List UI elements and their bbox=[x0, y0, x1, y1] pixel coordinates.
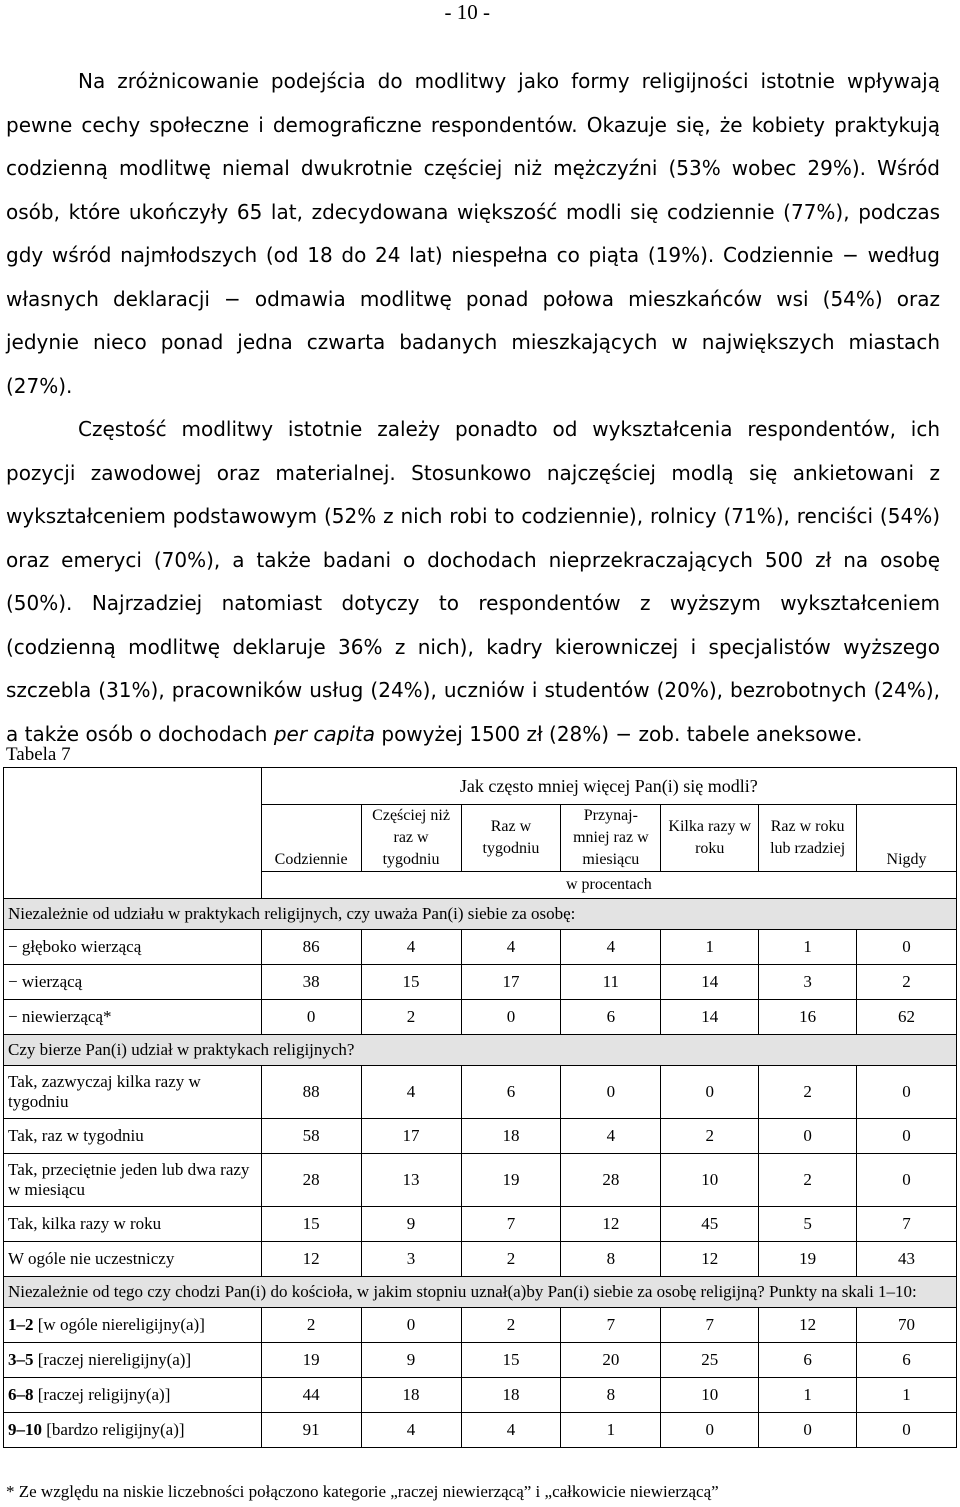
value-cell: 5 bbox=[759, 1207, 857, 1242]
section-heading-row bbox=[4, 1277, 957, 1308]
value-cell: 7 bbox=[661, 1308, 759, 1343]
value-cell: 4 bbox=[361, 1066, 461, 1119]
row-label: − niewierzącą* bbox=[4, 1000, 262, 1035]
value-cell: 7 bbox=[561, 1308, 661, 1343]
page-number bbox=[0, 0, 960, 24]
corner-cell bbox=[4, 768, 262, 899]
value-cell: 4 bbox=[361, 930, 461, 965]
section-heading: Niezależnie od tego czy chodzi Pan(i) do kościoła, w jakim stopniu uznał(a)by Pan(i) siebie za osobę religijną? Punkty na skali 1–10: bbox=[4, 1277, 957, 1308]
value-cell: 8 bbox=[561, 1378, 661, 1413]
paragraph-2-text: Częstość modlitwy istotnie zależy ponadto od wykształcenia respondentów, ich pozycji zawodowej oraz materialnej. Stosunkowo najczęściej modlą się ankietowani z wykształceniem podstawowym (52% z nich robi to codziennie), rolnicy (71%), renciści (54%) oraz emeryci (70%), a także badani o dochodach nieprzekraczających 500 zł na osobę (50%). Najrzadziej natomiast dotyczy to respondentów z wyższym wykształceniem (codzienną modlitwę deklaruje 36% z nich), kadry kierowniczej i specjalistów wyższego szczebla (31%), pracowników usług (24%), uczniów i studentów (20%), bezrobotnych (24%), a także osób o dochodach bbox=[6, 417, 940, 746]
paragraph-2-tail: powyżej 1500 zł (28%) − zob. tabele aneksowe. bbox=[381, 721, 863, 746]
col-head-5: Kilka razy w roku bbox=[661, 805, 759, 872]
paragraph-1: Na zróżnicowanie podejścia do modlitwy jako formy religijności istotnie wpływają pewne cechy społeczne i demograficzne respondentów. Okazuje się, że kobiety praktykują codzienną modlitwę niemal dwukrotnie częściej niż mężczyźni (53% wobec 29%). Wśród osób, które ukończyły 65 lat, zdecydowana większość modli się codziennie (77%), podczas gdy wśród najmłodszych (od 18 do 24 lat) niespełna co piąta (19%). Codziennie − według własnych deklaracji − odmawia modlitwę ponad połowa mieszkańców wsi (54%) oraz jedynie nieco ponad jedna czwarta badanych mieszkających w największych miastach (27%). bbox=[6, 69, 940, 398]
value-cell: 88 bbox=[261, 1066, 361, 1119]
row-label-scale: 9–10 bbox=[8, 1420, 42, 1439]
table-body bbox=[4, 768, 957, 1448]
value-cell: 18 bbox=[461, 1378, 561, 1413]
value-cell: 0 bbox=[661, 1413, 759, 1448]
value-cell: 1 bbox=[561, 1413, 661, 1448]
value-cell: 0 bbox=[857, 1119, 957, 1154]
section-heading-row bbox=[4, 899, 957, 930]
section-heading: Niezależnie od udziału w praktykach religijnych, czy uważa Pan(i) siebie za osobę: bbox=[4, 899, 957, 930]
row-label-text: [raczej religijny(a)] bbox=[33, 1385, 171, 1404]
body-text bbox=[6, 60, 940, 756]
value-cell: 2 bbox=[857, 965, 957, 1000]
value-cell: 6 bbox=[857, 1343, 957, 1378]
row-label-scale: 6–8 bbox=[8, 1385, 34, 1404]
row-label bbox=[4, 1413, 262, 1448]
header-row-question bbox=[4, 768, 957, 805]
value-cell: 17 bbox=[361, 1119, 461, 1154]
value-cell: 86 bbox=[261, 930, 361, 965]
col-head-6: Raz w roku lub rzadziej bbox=[759, 805, 857, 872]
question-header: Jak często mniej więcej Pan(i) się modli? bbox=[261, 768, 956, 805]
row-label: Tak, kilka razy w roku bbox=[4, 1207, 262, 1242]
row-label: W ogóle nie uczestniczy bbox=[4, 1242, 262, 1277]
value-cell: 10 bbox=[661, 1378, 759, 1413]
value-cell: 62 bbox=[857, 1000, 957, 1035]
value-cell: 14 bbox=[661, 1000, 759, 1035]
value-cell: 2 bbox=[759, 1154, 857, 1207]
value-cell: 4 bbox=[361, 1413, 461, 1448]
col-head-3: Raz w tygodniu bbox=[461, 805, 561, 872]
value-cell: 15 bbox=[461, 1343, 561, 1378]
row-label-text: [bardzo religijny(a)] bbox=[42, 1420, 185, 1439]
value-cell: 18 bbox=[361, 1378, 461, 1413]
table-row bbox=[4, 930, 957, 965]
value-cell: 6 bbox=[461, 1066, 561, 1119]
paragraph-2 bbox=[6, 408, 940, 756]
value-cell: 4 bbox=[461, 930, 561, 965]
table-row bbox=[4, 1413, 957, 1448]
row-label-scale: 3–5 bbox=[8, 1350, 34, 1369]
value-cell: 0 bbox=[661, 1066, 759, 1119]
row-label bbox=[4, 1378, 262, 1413]
table-row bbox=[4, 1119, 957, 1154]
page-number-text: - 10 - bbox=[444, 0, 490, 24]
table-row bbox=[4, 1343, 957, 1378]
row-label-scale: 1–2 bbox=[8, 1315, 34, 1334]
row-label bbox=[4, 1308, 262, 1343]
paragraph-2-italic: per capita bbox=[273, 721, 376, 746]
value-cell: 1 bbox=[759, 930, 857, 965]
value-cell: 17 bbox=[461, 965, 561, 1000]
table-title: Tabela 7 bbox=[6, 744, 71, 765]
value-cell: 19 bbox=[759, 1242, 857, 1277]
value-cell: 1 bbox=[759, 1378, 857, 1413]
col-head-2: Częściej niż raz w tygodniu bbox=[361, 805, 461, 872]
value-cell: 8 bbox=[561, 1242, 661, 1277]
value-cell: 45 bbox=[661, 1207, 759, 1242]
value-cell: 2 bbox=[361, 1000, 461, 1035]
row-label: Tak, raz w tygodniu bbox=[4, 1119, 262, 1154]
table-row bbox=[4, 1242, 957, 1277]
value-cell: 58 bbox=[261, 1119, 361, 1154]
unit-header: w procentach bbox=[261, 872, 956, 899]
value-cell: 0 bbox=[461, 1000, 561, 1035]
value-cell: 15 bbox=[361, 965, 461, 1000]
table-row bbox=[4, 1378, 957, 1413]
col-head-7: Nigdy bbox=[857, 805, 957, 872]
value-cell: 44 bbox=[261, 1378, 361, 1413]
value-cell: 38 bbox=[261, 965, 361, 1000]
value-cell: 4 bbox=[461, 1413, 561, 1448]
value-cell: 70 bbox=[857, 1308, 957, 1343]
table-row bbox=[4, 965, 957, 1000]
value-cell: 12 bbox=[759, 1308, 857, 1343]
value-cell: 0 bbox=[857, 930, 957, 965]
value-cell: 0 bbox=[261, 1000, 361, 1035]
value-cell: 10 bbox=[661, 1154, 759, 1207]
value-cell: 11 bbox=[561, 965, 661, 1000]
value-cell: 7 bbox=[857, 1207, 957, 1242]
row-label: Tak, zazwyczaj kilka razy w tygodniu bbox=[4, 1066, 262, 1119]
table-row bbox=[4, 1154, 957, 1207]
value-cell: 2 bbox=[759, 1066, 857, 1119]
value-cell: 2 bbox=[261, 1308, 361, 1343]
table-row bbox=[4, 1207, 957, 1242]
col-head-1: Codziennie bbox=[261, 805, 361, 872]
section-heading-row bbox=[4, 1035, 957, 1066]
value-cell: 0 bbox=[857, 1154, 957, 1207]
value-cell: 28 bbox=[561, 1154, 661, 1207]
value-cell: 43 bbox=[857, 1242, 957, 1277]
value-cell: 3 bbox=[361, 1242, 461, 1277]
data-table bbox=[3, 767, 957, 1448]
value-cell: 2 bbox=[461, 1242, 561, 1277]
value-cell: 0 bbox=[759, 1119, 857, 1154]
value-cell: 6 bbox=[759, 1343, 857, 1378]
row-label: − wierzącą bbox=[4, 965, 262, 1000]
value-cell: 2 bbox=[661, 1119, 759, 1154]
value-cell: 12 bbox=[261, 1242, 361, 1277]
value-cell: 14 bbox=[661, 965, 759, 1000]
value-cell: 2 bbox=[461, 1308, 561, 1343]
row-label: Tak, przeciętnie jeden lub dwa razy w miesiącu bbox=[4, 1154, 262, 1207]
value-cell: 15 bbox=[261, 1207, 361, 1242]
value-cell: 0 bbox=[561, 1066, 661, 1119]
value-cell: 16 bbox=[759, 1000, 857, 1035]
value-cell: 0 bbox=[857, 1413, 957, 1448]
value-cell: 3 bbox=[759, 965, 857, 1000]
section-heading: Czy bierze Pan(i) udział w praktykach religijnych? bbox=[4, 1035, 957, 1066]
value-cell: 0 bbox=[759, 1413, 857, 1448]
value-cell: 12 bbox=[661, 1242, 759, 1277]
table-row bbox=[4, 1308, 957, 1343]
row-label: − głęboko wierzącą bbox=[4, 930, 262, 965]
value-cell: 18 bbox=[461, 1119, 561, 1154]
value-cell: 19 bbox=[461, 1154, 561, 1207]
value-cell: 9 bbox=[361, 1207, 461, 1242]
value-cell: 12 bbox=[561, 1207, 661, 1242]
value-cell: 4 bbox=[561, 1119, 661, 1154]
value-cell: 1 bbox=[857, 1378, 957, 1413]
value-cell: 9 bbox=[361, 1343, 461, 1378]
value-cell: 1 bbox=[661, 930, 759, 965]
value-cell: 0 bbox=[857, 1066, 957, 1119]
value-cell: 25 bbox=[661, 1343, 759, 1378]
row-label-text: [w ogóle niereligijny(a)] bbox=[33, 1315, 205, 1334]
col-head-4: Przynaj- mniej raz w miesiącu bbox=[561, 805, 661, 872]
footnote: * Ze względu na niskie liczebności połączono kategorie „raczej niewierzącą” i „całkowicie niewierzącą” bbox=[6, 1482, 719, 1501]
row-label-text: [raczej niereligijny(a)] bbox=[33, 1350, 192, 1369]
table-row bbox=[4, 1066, 957, 1119]
value-cell: 28 bbox=[261, 1154, 361, 1207]
value-cell: 91 bbox=[261, 1413, 361, 1448]
value-cell: 6 bbox=[561, 1000, 661, 1035]
value-cell: 20 bbox=[561, 1343, 661, 1378]
value-cell: 0 bbox=[361, 1308, 461, 1343]
value-cell: 19 bbox=[261, 1343, 361, 1378]
value-cell: 13 bbox=[361, 1154, 461, 1207]
value-cell: 7 bbox=[461, 1207, 561, 1242]
value-cell: 4 bbox=[561, 930, 661, 965]
row-label bbox=[4, 1343, 262, 1378]
table-row bbox=[4, 1000, 957, 1035]
